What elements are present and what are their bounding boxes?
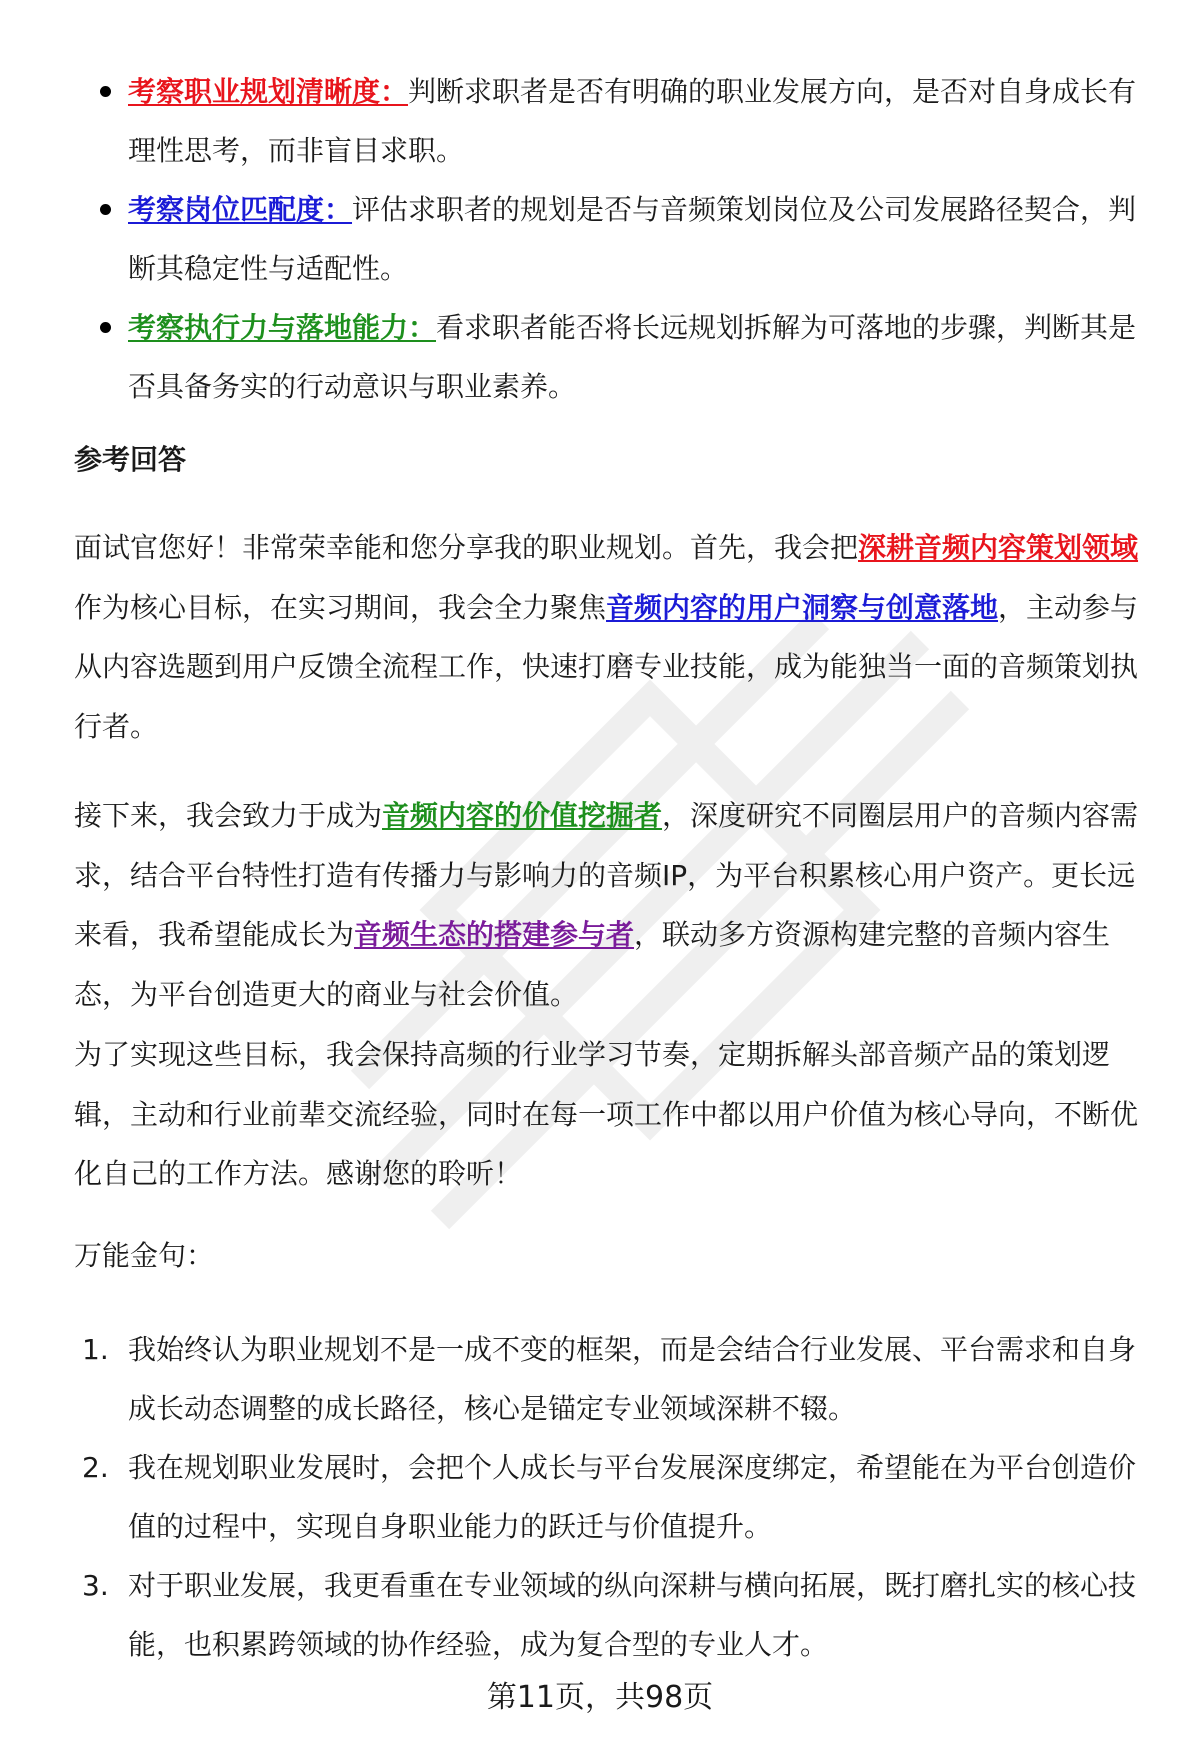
answer-text: 面试官您好！非常荣幸能和您分享我的职业规划。首先，我会把 [74, 531, 859, 564]
list-item [128, 62, 1138, 180]
criteria-label: 考察执行力与落地能力： [128, 311, 437, 344]
criteria-text: 评估求职者的规划是否与音频策划岗位及公司发展路径契合，判断其稳定性与适配性。 [128, 193, 1137, 285]
highlight-phrase: 深耕音频内容策划领域 [858, 531, 1139, 564]
list-item [128, 298, 1138, 416]
criteria-text: 看求职者能否将长远规划拆解为可落地的步骤，判断其是否具备务实的行动意识与职业素养。 [128, 311, 1137, 403]
list-number: 1. [82, 1333, 109, 1366]
criteria-list [128, 62, 1138, 416]
list-item [82, 1320, 1138, 1438]
list-text: 我在规划职业发展时，会把个人成长与平台发展深度绑定，希望能在为平台创造价值的过程中，实现自身职业能力的跃迁与价值提升。 [128, 1451, 1137, 1543]
answer-text: 接下来，我会致力于成为 [74, 799, 383, 832]
highlight-phrase: 音频内容的用户洞察与创意落地 [606, 590, 999, 624]
answer-text: ，深度研究不同圈层用户的音频内容需求，结合平台特性打造有传播力与影响力的音频IP，为平台积累核心用户资产。更长远来看，我希望能成长为 [74, 799, 1139, 951]
list-item [82, 1438, 1138, 1556]
highlight-phrase: 音频生态的搭建参与者 [354, 918, 635, 951]
criteria-label: 考察职业规划清晰度： [128, 75, 409, 108]
section-title: 参考回答 [74, 443, 187, 476]
answer-text: ，联动多方资源构建完整的音频内容生态，为平台创造更大的商业与社会价值。 [74, 918, 1111, 1011]
list-item [82, 1556, 1138, 1674]
golden-sentences-label: 万能金句： [74, 1239, 215, 1272]
criteria-text: 判断求职者是否有明确的职业发展方向，是否对自身成长有理性思考，而非盲目求职。 [128, 75, 1137, 167]
list-text: 对于职业发展，我更看重在专业领域的纵向深耕与横向拓展，既打磨扎实的核心技能，也积累跨领域的协作经验，成为复合型的专业人才。 [128, 1569, 1137, 1661]
criteria-label: 考察岗位匹配度： [128, 193, 353, 226]
highlight-phrase: 音频内容的价值挖掘者 [382, 799, 663, 832]
golden-sentences-list [82, 1320, 1138, 1674]
answer-paragraph: 为了实现这些目标，我会保持高频的行业学习节奏，定期拆解头部音频产品的策划逻辑，主动和行业前辈交流经验，同时在每一项工作中都以用户价值为核心导向，不断优化自己的工作方法。感谢您的聆听！ [74, 1038, 1139, 1190]
answer-text: ，主动参与从内容选题到用户反馈全流程工作，快速打磨专业技能，成为能独当一面的音频策划执行者。 [74, 590, 1139, 743]
answer-text: 作为核心目标，在实习期间，我会全力聚焦 [74, 590, 607, 624]
answer-paragraph [74, 518, 1150, 756]
list-number: 2. [82, 1451, 109, 1484]
list-text: 我始终认为职业规划不是一成不变的框架，而是会结合行业发展、平台需求和自身成长动态调整的成长路径，核心是锚定专业领域深耕不辍。 [128, 1333, 1137, 1425]
list-item [128, 180, 1138, 298]
page-number: 第11页，共98页 [486, 1680, 714, 1715]
list-number: 3. [82, 1569, 109, 1602]
answer-paragraph [74, 786, 1150, 1024]
